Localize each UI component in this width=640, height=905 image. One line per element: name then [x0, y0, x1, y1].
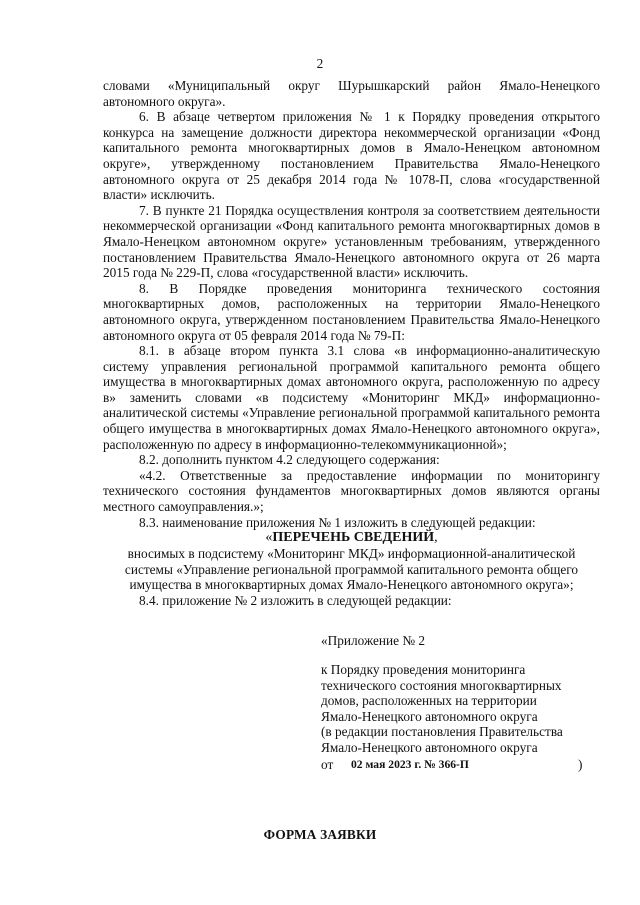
resolution-date-number: 02 мая 2023 г. № 366-П — [351, 758, 469, 771]
paragraph-item-8-4: 8.4. приложение № 2 изложить в следующей редакции: — [139, 593, 452, 608]
appendix-reference-line: Ямало-Ненецкого автономного округа — [321, 708, 538, 724]
paragraph-item-8-3: 8.3. наименование приложения № 1 изложить в следующей редакции: — [139, 514, 536, 530]
document-body — [103, 78, 600, 609]
paragraph-item-7: 7. В пункте 21 Порядка осуществления контроля за соответствием деятельности некоммерческой организации «Фонд капитального ремонта многоквартирных домов в Ямало-Ненецком автономном округе» установленным требованиям, утвержденного постановлением Правительства Ямало-Ненецкого автономного округа от 26 марта 2015 года № 229-П, слова «государственной власти» исключить. — [103, 202, 600, 281]
appendix-reference-line: Ямало-Ненецкого автономного округа — [321, 739, 538, 755]
paragraph-quote-4-2: «4.2. Ответственные за предоставление информации по мониторингу технического состояния фундаментов многоквартирных домов являются органы местного самоуправления.»; — [103, 467, 600, 515]
heading-title-text: ПЕРЕЧЕНЬ СВЕДЕНИЙ — [272, 530, 435, 546]
resolution-date-line — [321, 757, 591, 773]
date-prefix: от — [321, 757, 334, 772]
list-heading-line: вносимых в подсистему «Мониторинг МКД» информационной-аналитической — [127, 546, 576, 562]
appendix-reference — [321, 662, 601, 756]
paragraph-item-6: 6. В абзаце четвертом приложения № 1 к Порядку проведения открытого конкурса на замещение должности директора некоммерческой организации «Фонд капитального ремонта многоквартирных домов в Ямало-Ненецком автономном округе», утвержденному постановлением Правительства Ямало-Ненецкого автономного округа от 25 декабря 2014 года № 1078-П, слова «государственной власти» исключить. — [103, 109, 600, 203]
paragraph-item-8: 8. В Порядке проведения мониторинга технического состояния многоквартирных домов, расположенных на территории Ямало-Ненецкого автономного округа, утвержденном постановлением Правительства Ямало-Ненецкого автономного округа от 05 февраля 2014 года № 79-П: — [103, 280, 600, 343]
paragraph-item-8-1: 8.1. в абзаце втором пункта 3.1 слова «в информационно-аналитическую систему управления региональной программой капитального ремонта общего имущества в многоквартирных домах автономного округа, расположенную по адресу в» заменить словами «в подсистему «Мониторинг МКД» информационно-аналитической системы «Управление региональной программой капитального ремонта общего имущества в многоквартирных домах Ямало-Ненецкого автономного округа», расположенную по адресу в информационно-телекоммуникационной»; — [103, 343, 600, 452]
appendix-label: «Приложение № 2 — [321, 633, 425, 648]
paragraph-continuation: словами «Муниципальный округ Шурышкарский район Ямало-Ненецкого автономного округа». — [103, 78, 600, 109]
heading-open-quote: « — [265, 530, 273, 546]
list-heading-title — [103, 530, 600, 546]
paragraph-item-8-2: 8.2. дополнить пунктом 4.2 следующего содержания: — [139, 452, 440, 468]
list-heading-line: имущества в многоквартирных домах Ямало-Ненецкого автономного округа»; — [129, 577, 574, 593]
page-number: 2 — [316, 56, 324, 71]
closing-parenthesis: ) — [578, 757, 583, 772]
appendix-reference-line: домов, расположенных на территории — [321, 693, 537, 709]
heading-comma: , — [434, 530, 438, 546]
form-title: ФОРМА ЗАЯВКИ — [263, 827, 377, 842]
appendix-reference-line: технического состояния многоквартирных — [321, 677, 562, 693]
list-heading-line: системы «Управление региональной программой капитального ремонта общего — [124, 561, 579, 577]
appendix-reference-line: (в редакции постановления Правительства — [321, 724, 563, 740]
appendix-reference-line: к Порядку проведения мониторинга — [321, 662, 526, 677]
